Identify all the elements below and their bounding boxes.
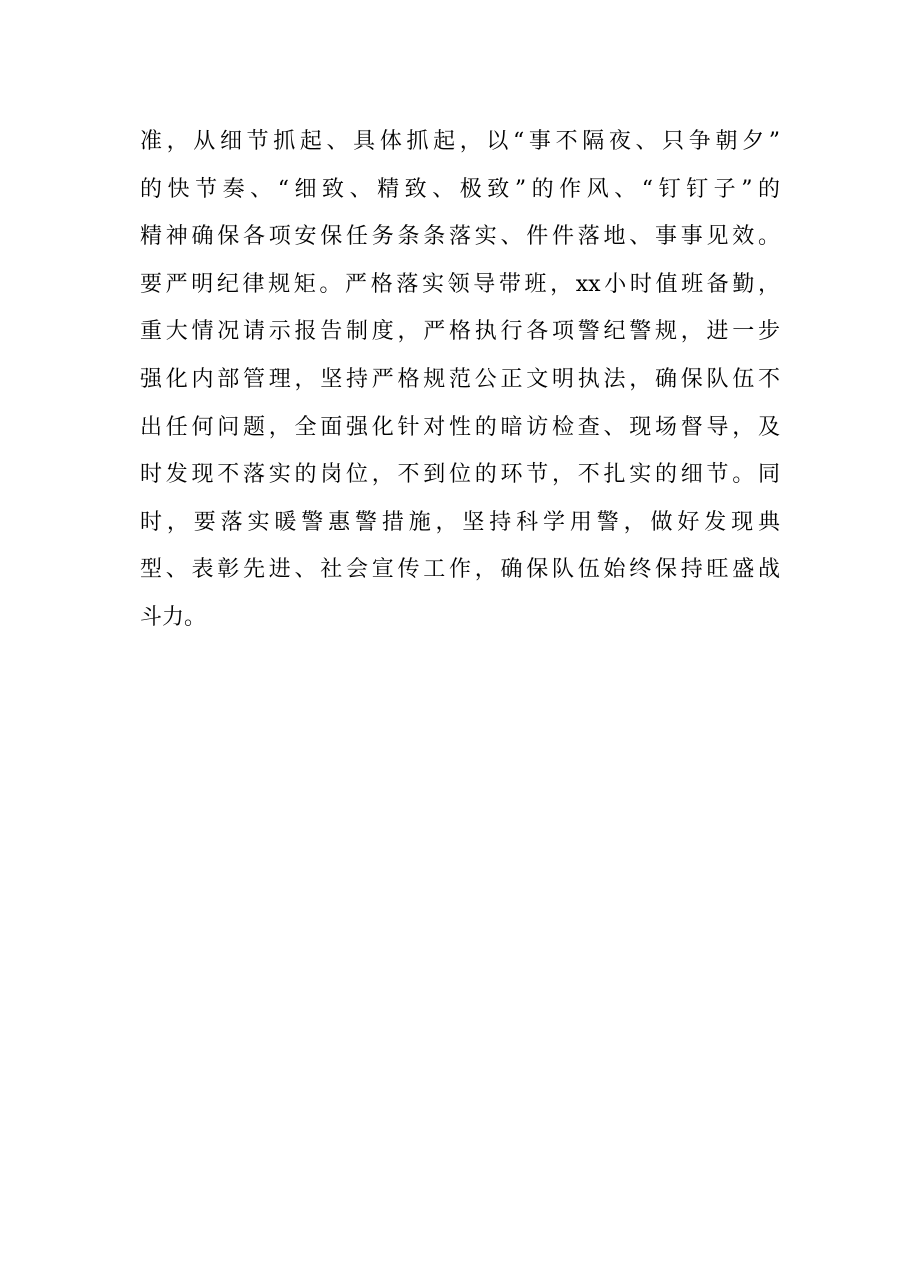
body-paragraph [140, 118, 780, 642]
text-line: 型、表彰先进、社会宣传工作，确保队伍始终保持旺盛战 [140, 557, 780, 583]
text-line: 要严明纪律规矩。严格落实领导带班，xx小时值班备勤， [140, 271, 780, 297]
text-line: 重大情况请示报告制度，严格执行各项警纪警规，进一步 [140, 319, 780, 345]
text-line: 强化内部管理，坚持严格规范公正文明执法，确保队伍不 [140, 366, 780, 392]
text-line: 斗力。 [140, 604, 207, 630]
text-line: 时，要落实暖警惠警措施，坚持科学用警，做好发现典 [140, 509, 780, 535]
text-line: 准，从细节抓起、具体抓起，以“事不隔夜、只争朝夕” [140, 129, 780, 154]
text-line: 精神确保各项安保任务条条落实、件件落地、事事见效。 [140, 224, 780, 250]
text-line: 出任何问题，全面强化针对性的暗访检查、现场督导，及 [140, 414, 780, 440]
text-line: 时发现不落实的岗位，不到位的环节，不扎实的细节。同 [140, 462, 780, 488]
text-line: 的快节奏、“细致、精致、极致”的作风、“钉钉子”的 [140, 176, 780, 202]
